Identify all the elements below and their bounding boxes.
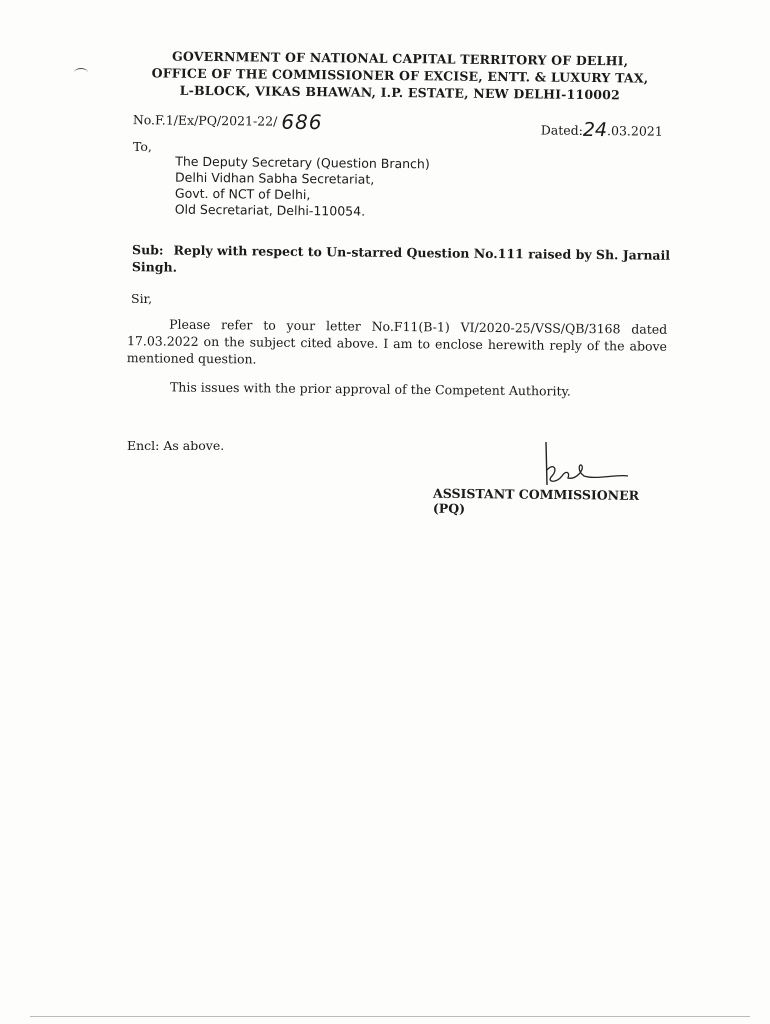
reference-number-prefix: No.F.1/Ex/PQ/2021-22/: [132, 112, 278, 129]
salutation: Sir,: [131, 291, 153, 306]
letterhead-line-2: OFFICE OF THE COMMISSIONER OF EXCISE, ENTT. & LUXURY TAX,: [151, 65, 649, 86]
addressee-line-1: The Deputy Secretary (Question Branch): [175, 153, 430, 172]
date-handwritten-day: 24: [582, 118, 608, 142]
enclosure-note: Encl: As above.: [127, 438, 225, 453]
body-paragraph-1: [127, 315, 668, 372]
letterhead-line-3: L-BLOCK, VIKAS BHAWAN, I.P. ESTATE, NEW DELHI-110002: [179, 82, 621, 103]
letterhead: [120, 47, 681, 104]
body-paragraph-2: This issues with the prior approval of the Competent Authority.: [169, 379, 572, 399]
date-label: Dated:: [540, 122, 583, 138]
addressee-line-2: Delhi Vidhan Sabha Secretariat,: [175, 169, 375, 187]
reference-number: [132, 105, 323, 135]
punch-hole-mark: [74, 68, 88, 77]
signatory-title: ASSISTANT COMMISSIONER (PQ): [432, 485, 640, 517]
to-label: To,: [133, 139, 152, 154]
scan-edge-line: [30, 1016, 750, 1017]
date-field: [541, 117, 663, 140]
reference-line: [132, 105, 673, 142]
body-paragraph-1-text: Please refer to your letter No.F11(B-1) VI/2020-25/VSS/QB/3168 dated 17.03.2022 on the subject cited above. I am to enclose herewith reply of the above mentioned question.: [126, 316, 668, 367]
subject-label: Sub:: [132, 242, 164, 258]
reference-number-handwritten: 686: [281, 109, 323, 135]
subject-text: Reply with respect to Un-starred Question No.111 raised by Sh. Jarnail Singh.: [131, 242, 671, 275]
letterhead-line-1: GOVERNMENT OF NATIONAL CAPITAL TERRITORY OF DELHI,: [171, 48, 629, 69]
addressee-block: [175, 154, 430, 221]
addressee-line-4: Old Secretariat, Delhi-110054.: [174, 201, 366, 219]
addressee-line-3: Govt. of NCT of Delhi,: [174, 185, 311, 203]
subject-line: [132, 241, 672, 281]
date-suffix: .03.2021: [606, 123, 663, 139]
